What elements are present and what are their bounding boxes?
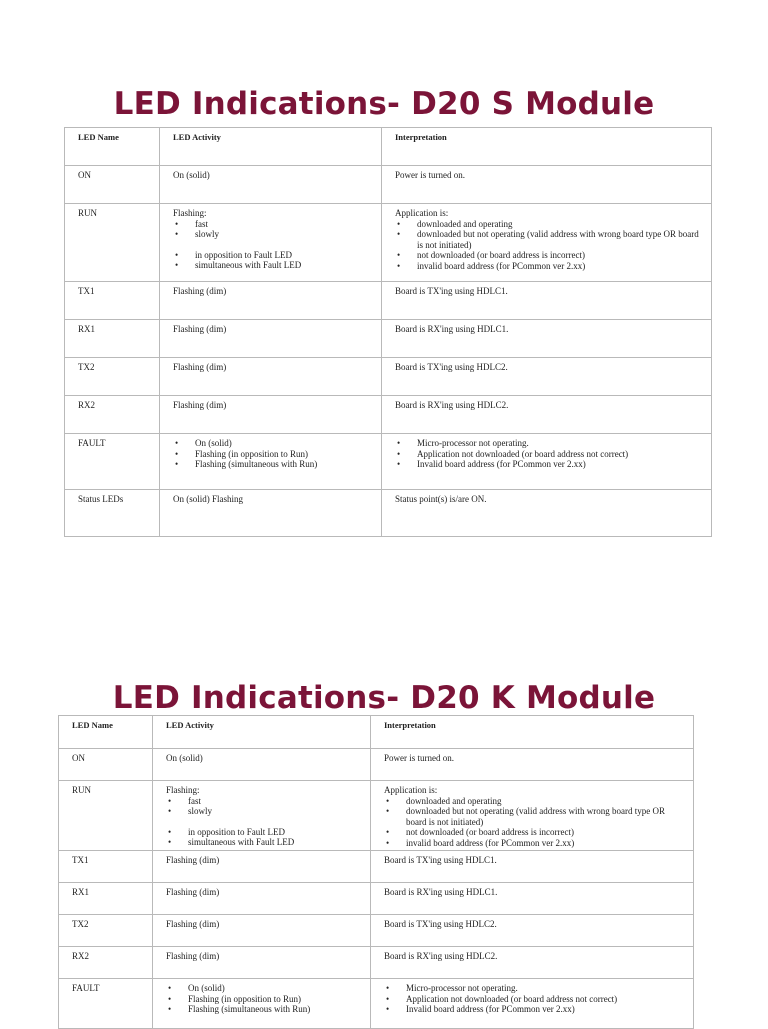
activity-list (166, 983, 364, 1015)
table-header-row (59, 716, 694, 749)
table-row (65, 358, 712, 396)
led-activity-cell: On (solid) Flashing (160, 490, 382, 537)
list-item: • fast (166, 796, 364, 807)
header-led-activity: LED Activity (153, 716, 371, 749)
table-header-row (65, 128, 712, 166)
led-activity-cell: Flashing (dim) (153, 947, 371, 979)
table-row (59, 947, 694, 979)
list-item: • simultaneous with Fault LED (173, 260, 375, 271)
interpretation-cell (382, 204, 712, 282)
interpretation-cell: Board is RX'ing using HDLC2. (371, 947, 694, 979)
list-item: • invalid board address (for PCommon ver 2.xx) (395, 261, 705, 272)
interpretation-cell: Board is TX'ing using HDLC1. (382, 282, 712, 320)
activity-intro: Flashing: (173, 208, 207, 218)
led-activity-cell: Flashing (dim) (160, 282, 382, 320)
interpretation-cell: Board is TX'ing using HDLC2. (371, 915, 694, 947)
list-item: • in opposition to Fault LED (166, 827, 364, 838)
interp-list (395, 438, 705, 470)
activity-list (173, 250, 375, 271)
table-row (65, 166, 712, 204)
activity-list (166, 796, 364, 817)
led-activity-cell: Flashing (dim) (160, 320, 382, 358)
list-item: • not downloaded (or board address is incorrect) (384, 827, 687, 838)
led-name-cell: FAULT (59, 979, 153, 1029)
header-led-activity: LED Activity (160, 128, 382, 166)
list-item: • downloaded and operating (384, 796, 687, 807)
led-name-cell: Status LEDs (65, 490, 160, 537)
led-name-cell: TX1 (65, 282, 160, 320)
led-name-cell: FAULT (65, 434, 160, 490)
interpretation-cell: Power is turned on. (371, 749, 694, 781)
header-interpretation: Interpretation (371, 716, 694, 749)
interp-intro: Application is: (395, 208, 449, 218)
led-activity-cell (153, 979, 371, 1029)
list-item: • Flashing (simultaneous with Run) (173, 459, 375, 470)
list-item: • downloaded but not operating (valid address with wrong board type OR board is not initiated) (395, 229, 705, 250)
led-activity-cell: Flashing (dim) (153, 851, 371, 883)
list-item: • Invalid board address (for PCommon ver 2.xx) (384, 1004, 687, 1015)
led-name-cell: RX1 (59, 883, 153, 915)
led-name-cell: RX2 (65, 396, 160, 434)
list-item: • On (solid) (166, 983, 364, 994)
table-row (59, 883, 694, 915)
interp-intro: Application is: (384, 785, 438, 795)
table-row (65, 320, 712, 358)
led-activity-cell (160, 204, 382, 282)
header-led-name: LED Name (65, 128, 160, 166)
table-row (65, 204, 712, 282)
led-name-cell: TX1 (59, 851, 153, 883)
led-table-k-module (58, 715, 694, 1029)
interp-list (395, 219, 705, 272)
list-item: • Flashing (simultaneous with Run) (166, 1004, 364, 1015)
led-name-cell: ON (65, 166, 160, 204)
list-item: • invalid board address (for PCommon ver 2.xx) (384, 838, 687, 849)
section-title-k-module: LED Indications- D20 K Module (112, 680, 656, 716)
led-activity-cell: On (solid) (153, 749, 371, 781)
activity-list (166, 827, 364, 848)
list-item: • in opposition to Fault LED (173, 250, 375, 261)
list-item: • not downloaded (or board address is incorrect) (395, 250, 705, 261)
led-name-cell: RUN (65, 204, 160, 282)
list-item: • slowly (166, 806, 364, 817)
table-row (65, 282, 712, 320)
list-item: • Application not downloaded (or board address not correct) (384, 994, 687, 1005)
list-item: • simultaneous with Fault LED (166, 837, 364, 848)
interpretation-cell (382, 434, 712, 490)
led-activity-cell (160, 434, 382, 490)
list-item: • Invalid board address (for PCommon ver 2.xx) (395, 459, 705, 470)
led-activity-cell: Flashing (dim) (153, 883, 371, 915)
list-item: • downloaded and operating (395, 219, 705, 230)
interpretation-cell: Board is RX'ing using HDLC2. (382, 396, 712, 434)
list-item: • downloaded but not operating (valid address with wrong board type OR board is not initiated) (384, 806, 687, 827)
table-row (59, 781, 694, 851)
led-activity-cell: Flashing (dim) (160, 396, 382, 434)
led-name-cell: TX2 (65, 358, 160, 396)
interpretation-cell (371, 781, 694, 851)
table-row (65, 396, 712, 434)
led-activity-cell: Flashing (dim) (160, 358, 382, 396)
list-item: • Flashing (in opposition to Run) (173, 449, 375, 460)
header-interpretation: Interpretation (382, 128, 712, 166)
list-item: • Flashing (in opposition to Run) (166, 994, 364, 1005)
table-row (59, 851, 694, 883)
table-row (59, 915, 694, 947)
interp-list (384, 796, 687, 849)
interpretation-cell: Board is RX'ing using HDLC1. (382, 320, 712, 358)
header-led-name: LED Name (59, 716, 153, 749)
list-item: • Micro-processor not operating. (384, 983, 687, 994)
list-item: • Micro-processor not operating. (395, 438, 705, 449)
list-item: • On (solid) (173, 438, 375, 449)
interpretation-cell: Board is TX'ing using HDLC2. (382, 358, 712, 396)
section-title-s-module: LED Indications- D20 S Module (113, 86, 655, 122)
activity-list (173, 438, 375, 470)
interpretation-cell (371, 979, 694, 1029)
table-row (59, 749, 694, 781)
list-item: • fast (173, 219, 375, 230)
led-name-cell: TX2 (59, 915, 153, 947)
table-row (59, 979, 694, 1029)
led-table-s-module (64, 127, 712, 537)
activity-list (173, 219, 375, 240)
led-activity-cell (153, 781, 371, 851)
activity-intro: Flashing: (166, 785, 200, 795)
led-name-cell: ON (59, 749, 153, 781)
led-name-cell: RX2 (59, 947, 153, 979)
led-activity-cell: Flashing (dim) (153, 915, 371, 947)
interpretation-cell: Status point(s) is/are ON. (382, 490, 712, 537)
interp-list (384, 983, 687, 1015)
led-activity-cell: On (solid) (160, 166, 382, 204)
led-name-cell: RX1 (65, 320, 160, 358)
list-item: • slowly (173, 229, 375, 240)
table-row (65, 434, 712, 490)
list-item: • Application not downloaded (or board address not correct) (395, 449, 705, 460)
interpretation-cell: Board is RX'ing using HDLC1. (371, 883, 694, 915)
led-name-cell: RUN (59, 781, 153, 851)
table-row (65, 490, 712, 537)
interpretation-cell: Board is TX'ing using HDLC1. (371, 851, 694, 883)
interpretation-cell: Power is turned on. (382, 166, 712, 204)
